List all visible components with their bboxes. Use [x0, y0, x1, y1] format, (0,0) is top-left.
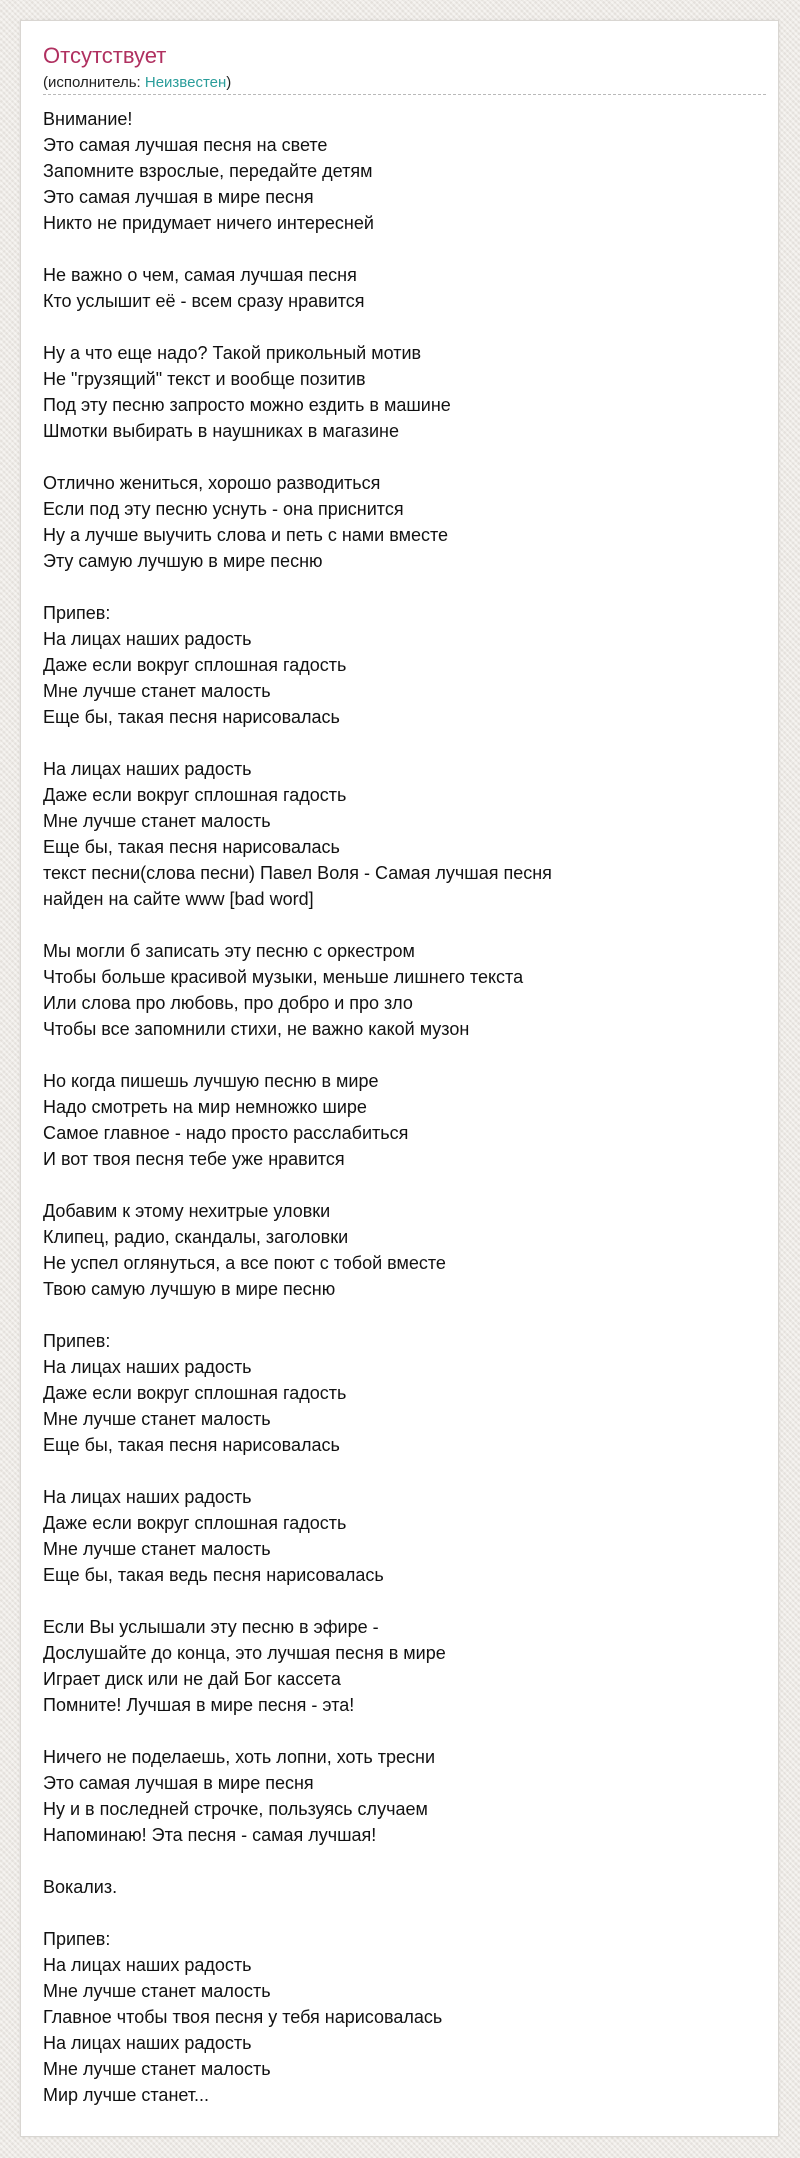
lyrics-card: [20, 20, 779, 2137]
lyric-line: Ну и в последней строчке, пользуясь случаем: [43, 1799, 428, 1819]
lyric-line: Это самая лучшая в мире песня: [43, 1773, 314, 1793]
lyric-blank-line: [43, 314, 763, 340]
lyric-line: Помните! Лучшая в мире песня - эта!: [43, 1695, 355, 1715]
lyric-line: Или слова про любовь, про добро и про зло: [43, 993, 413, 1013]
lyric-line: Напоминаю! Эта песня - самая лучшая!: [43, 1825, 377, 1845]
artist-line: [43, 74, 231, 92]
lyric-line: Играет диск или не дай Бог кассета: [43, 1669, 341, 1689]
lyric-line: Клипец, радио, скандалы, заголовки: [43, 1227, 349, 1247]
lyric-line: Запомните взрослые, передайте детям: [43, 161, 373, 181]
lyric-blank-line: [43, 730, 763, 756]
lyric-line: Мне лучше станет малость: [43, 811, 271, 831]
lyric-line: Припев:: [43, 603, 111, 623]
lyric-line: Не успел оглянуться, а все поют с тобой вместе: [43, 1253, 446, 1273]
lyric-line: Добавим к этому нехитрые уловки: [43, 1201, 331, 1221]
lyric-line: Это самая лучшая в мире песня: [43, 187, 314, 207]
lyric-line: Мне лучше станет малость: [43, 1539, 271, 1559]
lyric-blank-line: [43, 1172, 763, 1198]
lyric-line: Ничего не поделаешь, хоть лопни, хоть тресни: [43, 1747, 435, 1767]
lyric-blank-line: [43, 444, 763, 470]
lyric-line: На лицах наших радость: [43, 759, 252, 779]
lyric-line: Это самая лучшая песня на свете: [43, 135, 328, 155]
title-divider: [43, 94, 766, 95]
lyrics-text: [43, 106, 763, 2108]
lyric-line: Еще бы, такая ведь песня нарисовалась: [43, 1565, 384, 1585]
lyric-line: Чтобы больше красивой музыки, меньше лишнего текста: [43, 967, 524, 987]
lyric-blank-line: [43, 1042, 763, 1068]
lyric-line: Мне лучше станет малость: [43, 2059, 271, 2079]
lyric-line: Твою самую лучшую в мире песню: [43, 1279, 336, 1299]
lyric-line: Даже если вокруг сплошная гадость: [43, 1513, 347, 1533]
lyric-line: Не важно о чем, самая лучшая песня: [43, 265, 357, 285]
lyric-line: Ну а лучше выучить слова и петь с нами вместе: [43, 525, 449, 545]
lyric-line: Внимание!: [43, 109, 133, 129]
lyric-line: Если под эту песню уснуть - она приснится: [43, 499, 404, 519]
lyric-blank-line: [43, 1848, 763, 1874]
lyric-blank-line: [43, 912, 763, 938]
lyric-line: Надо смотреть на мир немножко шире: [43, 1097, 367, 1117]
lyric-blank-line: [43, 1900, 763, 1926]
lyric-line: Но когда пишешь лучшую песню в мире: [43, 1071, 379, 1091]
lyric-line: текст песни(слова песни) Павел Воля - Самая лучшая песня: [43, 863, 552, 883]
lyric-line: Даже если вокруг сплошная гадость: [43, 785, 347, 805]
lyric-blank-line: [43, 1458, 763, 1484]
lyric-line: На лицах наших радость: [43, 629, 252, 649]
lyric-line: Если Вы услышали эту песню в эфире -: [43, 1617, 379, 1637]
lyric-blank-line: [43, 1302, 763, 1328]
lyric-line: Еще бы, такая песня нарисовалась: [43, 1435, 340, 1455]
lyric-line: На лицах наших радость: [43, 1487, 252, 1507]
lyric-line: Самое главное - надо просто расслабиться: [43, 1123, 409, 1143]
lyric-blank-line: [43, 1718, 763, 1744]
lyric-line: Припев:: [43, 1331, 111, 1351]
lyric-line: Даже если вокруг сплошная гадость: [43, 1383, 347, 1403]
lyric-line: На лицах наших радость: [43, 1357, 252, 1377]
artist-suffix: ): [226, 74, 232, 91]
lyric-line: найден на сайте www [bad word]: [43, 889, 314, 909]
lyric-line: Вокализ.: [43, 1877, 118, 1897]
lyric-line: Дослушайте до конца, это лучшая песня в мире: [43, 1643, 446, 1663]
lyric-blank-line: [43, 1588, 763, 1614]
artist-prefix: (исполнитель:: [43, 74, 145, 91]
lyric-line: Эту самую лучшую в мире песню: [43, 551, 323, 571]
lyric-line: Под эту песню запросто можно ездить в машине: [43, 395, 451, 415]
lyric-line: Чтобы все запомнили стихи, не важно какой музон: [43, 1019, 470, 1039]
lyric-line: На лицах наших радость: [43, 2033, 252, 2053]
lyric-blank-line: [43, 574, 763, 600]
lyric-line: Отлично жениться, хорошо разводиться: [43, 473, 381, 493]
lyric-line: И вот твоя песня тебе уже нравится: [43, 1149, 345, 1169]
lyric-line: Мне лучше станет малость: [43, 681, 271, 701]
song-title: Отсутствует: [43, 43, 167, 68]
lyric-line: Припев:: [43, 1929, 111, 1949]
lyric-line: Мир лучше станет...: [43, 2085, 210, 2105]
lyric-line: Даже если вокруг сплошная гадость: [43, 655, 347, 675]
lyric-line: Ну а что еще надо? Такой прикольный мотив: [43, 343, 422, 363]
lyric-blank-line: [43, 236, 763, 262]
lyric-line: На лицах наших радость: [43, 1955, 252, 1975]
lyric-line: Никто не придумает ничего интересней: [43, 213, 374, 233]
lyric-line: Главное чтобы твоя песня у тебя нарисовалась: [43, 2007, 443, 2027]
lyric-line: Мы могли б записать эту песню с оркестром: [43, 941, 415, 961]
artist-link[interactable]: Неизвестен: [144, 74, 227, 91]
lyric-line: Мне лучше станет малость: [43, 1981, 271, 2001]
lyric-line: Кто услышит её - всем сразу нравится: [43, 291, 365, 311]
lyric-line: Мне лучше станет малость: [43, 1409, 271, 1429]
lyric-line: Шмотки выбирать в наушниках в магазине: [43, 421, 399, 441]
lyric-line: Еще бы, такая песня нарисовалась: [43, 837, 340, 857]
lyric-line: Еще бы, такая песня нарисовалась: [43, 707, 340, 727]
lyric-line: Не "грузящий" текст и вообще позитив: [43, 369, 366, 389]
